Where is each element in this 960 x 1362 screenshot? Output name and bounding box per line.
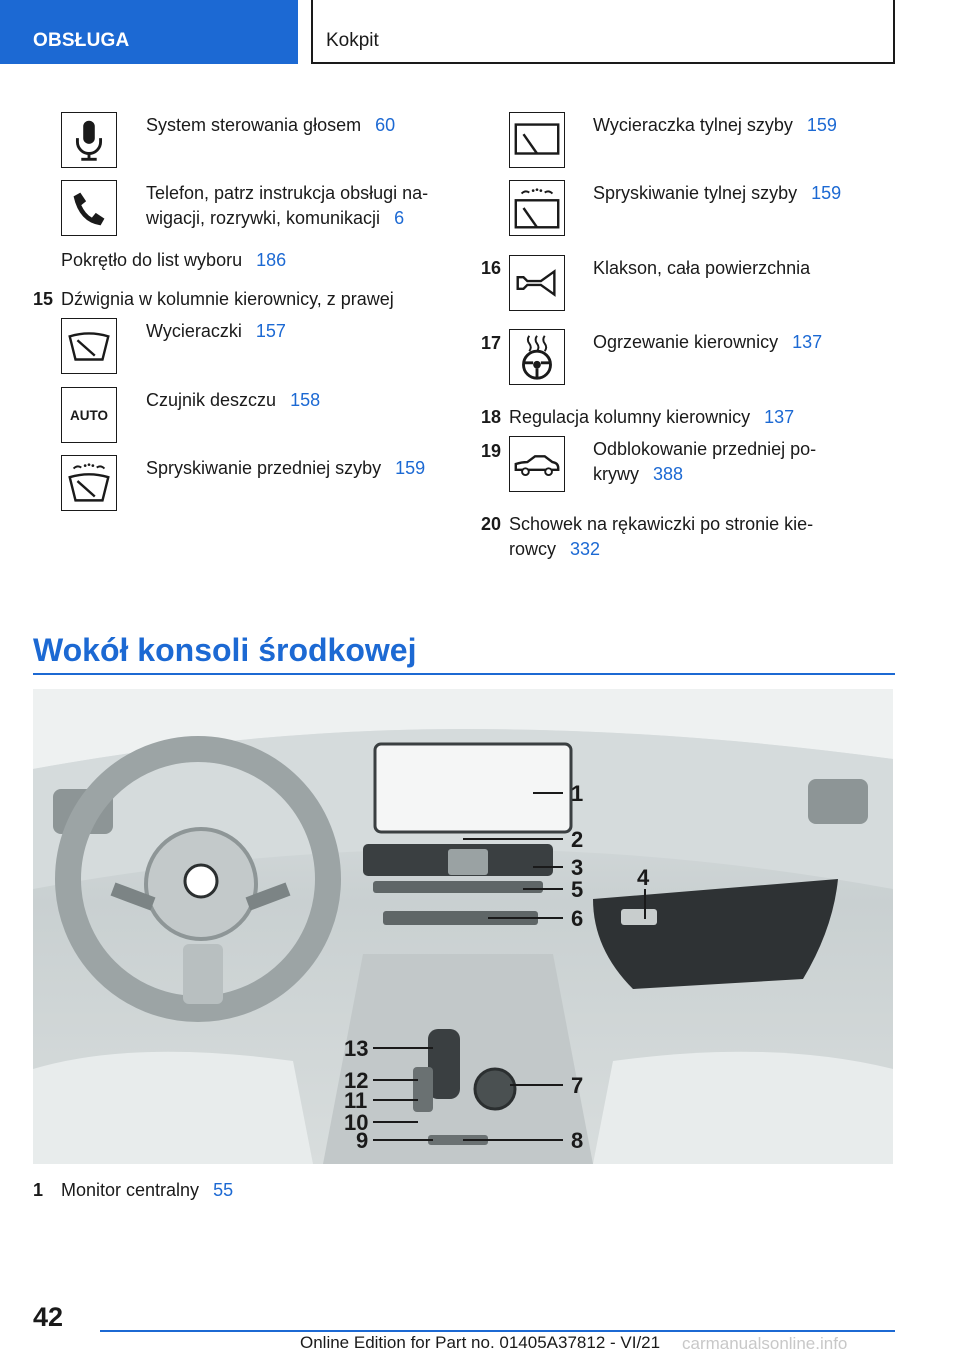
wipers-page-ref[interactable]: 157	[255, 321, 286, 341]
legend-item-1-page-ref[interactable]: 55	[213, 1180, 234, 1200]
phone-text-line1: Telefon, patrz instrukcja obsługi na-	[146, 183, 429, 203]
item-17-entry	[593, 330, 822, 355]
item-20-page-ref[interactable]: 332	[570, 539, 601, 559]
item-19-page-ref[interactable]: 388	[653, 464, 684, 484]
rain-sensor-page-ref[interactable]: 158	[290, 390, 321, 410]
callout-13: 13	[344, 1036, 369, 1061]
legend-item-1-number: 1	[33, 1180, 44, 1200]
right-vent	[808, 779, 868, 824]
item-18-text: Regulacja kolumny kierownicy	[509, 407, 751, 427]
rear-washer-text: Spryskiwanie tylnej szyby	[593, 183, 798, 203]
legend-item-1-entry	[61, 1178, 233, 1203]
callout-3: 3	[571, 855, 584, 880]
section-divider	[33, 673, 895, 675]
auto-icon	[61, 387, 117, 443]
selection-knob-text: Pokrętło do list wyboru	[61, 250, 243, 270]
callout-1: 1	[571, 781, 584, 806]
bonnet-release-icon	[509, 436, 565, 492]
section-title: Wokół konsoli środkowej	[33, 632, 417, 668]
callout-10: 10	[344, 1110, 369, 1135]
climate-buttons-upper	[373, 881, 543, 893]
front-washer-page-ref[interactable]: 159	[395, 458, 426, 478]
item-19-number: 19	[481, 441, 502, 461]
footer-divider	[100, 1330, 895, 1332]
rear-wiper-page-ref[interactable]: 159	[806, 115, 837, 135]
callout-6: 6	[571, 906, 584, 931]
item-19-entry	[593, 437, 816, 487]
item-16-number: 16	[481, 258, 502, 278]
rear-wiper-entry	[593, 113, 837, 138]
phone-page-ref[interactable]: 6	[394, 208, 405, 228]
hazard-panel	[448, 849, 488, 875]
item-19-text-line2: krywy	[593, 464, 639, 484]
horn-icon	[509, 255, 565, 311]
svg-text:AUTO: AUTO	[69, 407, 109, 423]
footer-watermark: carmanualsonline.info	[682, 1334, 848, 1353]
console-buttons	[413, 1067, 433, 1112]
item-16-text: Klakson, cała powierzchnia	[593, 258, 811, 278]
item-17-page-ref[interactable]: 137	[792, 332, 823, 352]
driver-seat	[33, 1052, 313, 1164]
item-20-text-line1: Schowek na rękawiczki po stronie kie-	[509, 514, 814, 534]
legend-item-1-text: Monitor centralny	[61, 1180, 200, 1200]
rear-wiper-text: Wycieraczka tylnej szyby	[593, 115, 793, 135]
front-washer-text: Spryskiwanie przedniej szyby	[146, 458, 382, 478]
callout-7: 7	[571, 1073, 584, 1098]
front-washer-entry	[146, 456, 425, 481]
steering-heat-icon	[509, 329, 565, 385]
front-washer-icon	[61, 455, 117, 511]
phone-text-line2: wigacji, rozrywki, komunikacji	[146, 208, 381, 228]
rain-sensor-text: Czujnik deszczu	[146, 390, 277, 410]
item-18-entry	[509, 405, 794, 430]
rain-sensor-entry	[146, 388, 320, 413]
item-17-text: Ogrzewanie kierownicy	[593, 332, 779, 352]
item-19-text-line1: Odblokowanie przedniej po-	[593, 439, 817, 459]
header-section-label: OBSŁUGA	[33, 30, 130, 51]
steering-column	[183, 944, 223, 1004]
microphone-icon	[61, 112, 117, 168]
central-monitor	[375, 744, 571, 832]
item-20-text-line2: rowcy	[509, 539, 557, 559]
item-17-number: 17	[481, 333, 502, 353]
callout-9: 9	[356, 1128, 369, 1153]
rear-washer-icon	[509, 180, 565, 236]
glovebox-handle	[621, 909, 657, 925]
center-console-figure	[33, 689, 893, 1164]
phone-handset-icon	[61, 180, 117, 236]
callout-4: 4	[637, 865, 650, 890]
rear-washer-entry	[593, 181, 841, 206]
callout-5: 5	[571, 877, 584, 902]
controller-knob	[475, 1069, 515, 1109]
phone-entry	[146, 181, 428, 231]
callout-12: 12	[344, 1068, 369, 1093]
item-15-number: 15	[33, 289, 54, 309]
callout-8: 8	[571, 1128, 584, 1153]
voice-control-text: System sterowania głosem	[146, 115, 362, 135]
item-20-entry	[509, 512, 813, 562]
item-18-number: 18	[481, 407, 502, 427]
header-chapter-label: Kokpit	[326, 30, 379, 51]
item-15-text: Dźwignia w kolumnie kierownicy, z prawej	[61, 289, 394, 309]
voice-control-entry	[146, 113, 395, 138]
wiper-icon	[61, 318, 117, 374]
item-20-number: 20	[481, 514, 502, 534]
callout-11: 11	[344, 1088, 368, 1113]
header-chapter-box	[311, 0, 895, 64]
wipers-entry	[146, 319, 286, 344]
header-section-tab	[0, 0, 298, 64]
item-18-page-ref[interactable]: 137	[764, 407, 795, 427]
rear-washer-page-ref[interactable]: 159	[811, 183, 842, 203]
callout-2: 2	[571, 827, 584, 852]
rear-wiper-icon	[509, 112, 565, 168]
passenger-seat	[593, 1052, 893, 1164]
selection-knob-page-ref[interactable]: 186	[256, 250, 287, 270]
footer-edition: Online Edition for Part no. 01405A37812 - VI/21	[300, 1333, 661, 1352]
wipers-text: Wycieraczki	[146, 321, 242, 341]
voice-control-page-ref[interactable]: 60	[375, 115, 396, 135]
page-number: 42	[33, 1302, 64, 1332]
steering-wheel-logo	[185, 865, 217, 897]
selection-knob-entry	[61, 248, 286, 273]
